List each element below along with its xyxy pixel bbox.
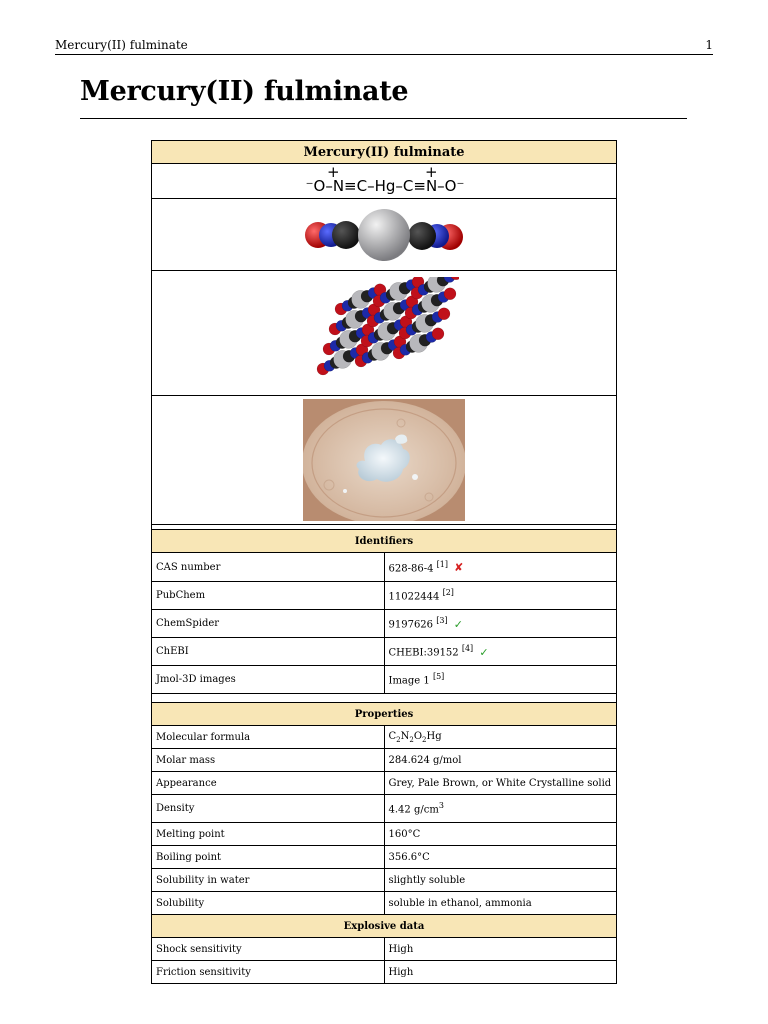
molecule-image-cell	[152, 199, 617, 271]
running-header	[55, 38, 713, 55]
pubchem-label: PubChem	[152, 582, 385, 610]
chebi-label: ChEBI	[152, 638, 385, 666]
chebi-value[interactable]: CHEBI:39152	[388, 647, 459, 659]
title-rule	[80, 118, 687, 119]
structural-formula-cell	[152, 164, 617, 199]
explosive-heading: Explosive data	[152, 915, 617, 938]
density-value-cell: 4.42 $g/cm^3$	[384, 795, 617, 823]
chebi-ref[interactable]: [4]	[461, 644, 474, 654]
structural-formula: ⁻O–N≡C–Hg–C≡N–O⁻	[305, 177, 465, 195]
jmol-label: Jmol-3D images	[152, 666, 385, 694]
row-density	[152, 795, 617, 823]
cas-label: CAS number	[152, 553, 385, 582]
properties-heading: Properties	[152, 703, 617, 726]
row-friction-sensitivity	[152, 961, 617, 984]
row-solubility-water	[152, 869, 617, 892]
chemspider-value[interactable]: 9197626	[388, 619, 434, 631]
solubility-water-label: Solubility in water	[152, 869, 385, 892]
row-pubchem	[152, 582, 617, 610]
row-molecular-formula	[152, 726, 617, 749]
row-appearance	[152, 772, 617, 795]
space-filling-model-icon	[304, 207, 464, 263]
cas-value[interactable]: 628-86-4	[388, 563, 434, 575]
pubchem-value-cell	[384, 582, 617, 610]
molecular-formula-value: $C_2N_2O_2Hg$	[384, 726, 617, 749]
row-jmol	[152, 666, 617, 694]
shock-label: Shock sensitivity	[152, 938, 385, 961]
molecular-formula-label: Molecular formula	[152, 726, 385, 749]
friction-value: High	[384, 961, 617, 984]
solubility-value: soluble in ethanol, ammonia	[384, 892, 617, 915]
melting-point-value: 160°C	[384, 823, 617, 846]
row-chebi	[152, 638, 617, 666]
pubchem-ref[interactable]: [2]	[442, 588, 454, 598]
row-shock-sensitivity	[152, 938, 617, 961]
friction-label: Friction sensitivity	[152, 961, 385, 984]
chemspider-ref[interactable]: [3]	[436, 616, 448, 626]
chemspider-value-cell	[384, 610, 617, 638]
infobox-title: Mercury(II) fulminate	[152, 141, 617, 164]
row-cas	[152, 553, 617, 582]
page-number: 1	[705, 38, 713, 52]
appearance-value: Grey, Pale Brown, or White Crystalline solid	[384, 772, 617, 795]
spacer-row	[152, 694, 617, 703]
identifiers-heading: Identifiers	[152, 530, 617, 553]
cas-ref[interactable]: [1]	[436, 559, 448, 569]
charge-left: +	[327, 163, 340, 181]
density-value: 4.42 g/cm	[388, 804, 439, 816]
row-boiling-point	[152, 846, 617, 869]
jmol-value-cell	[384, 666, 617, 694]
row-molar-mass	[152, 749, 617, 772]
infobox-table	[151, 140, 617, 984]
chemspider-label: ChemSpider	[152, 610, 385, 638]
running-title: Mercury(II) fulminate	[55, 38, 188, 52]
jmol-ref[interactable]: [5]	[432, 672, 445, 682]
pubchem-value[interactable]: 11022444	[388, 591, 440, 603]
row-solubility	[152, 892, 617, 915]
row-chemspider	[152, 610, 617, 638]
boiling-point-value: 356.6°C	[384, 846, 617, 869]
crystal-image-cell	[152, 271, 617, 396]
photo-image-cell	[152, 396, 617, 525]
charge-right: +	[425, 163, 438, 181]
crystal-structure-icon	[309, 277, 459, 389]
jmol-value[interactable]: Image 1	[388, 675, 430, 687]
check-icon: ✓	[453, 617, 463, 631]
boiling-point-label: Boiling point	[152, 846, 385, 869]
melting-point-label: Melting point	[152, 823, 385, 846]
molar-mass-label: Molar mass	[152, 749, 385, 772]
chebi-value-cell	[384, 638, 617, 666]
appearance-label: Appearance	[152, 772, 385, 795]
molar-mass-value: 284.624 g/mol	[384, 749, 617, 772]
infobox	[151, 140, 617, 984]
cross-icon: ✘	[454, 561, 464, 575]
solubility-water-value: slightly soluble	[384, 869, 617, 892]
page-title: Mercury(II) fulminate	[80, 76, 409, 107]
solubility-label: Solubility	[152, 892, 385, 915]
check-icon: ✓	[479, 645, 489, 659]
density-label: Density	[152, 795, 385, 823]
shock-value: High	[384, 938, 617, 961]
cas-value-cell	[384, 553, 617, 582]
sample-dish-photo-icon	[303, 399, 465, 521]
row-melting-point	[152, 823, 617, 846]
